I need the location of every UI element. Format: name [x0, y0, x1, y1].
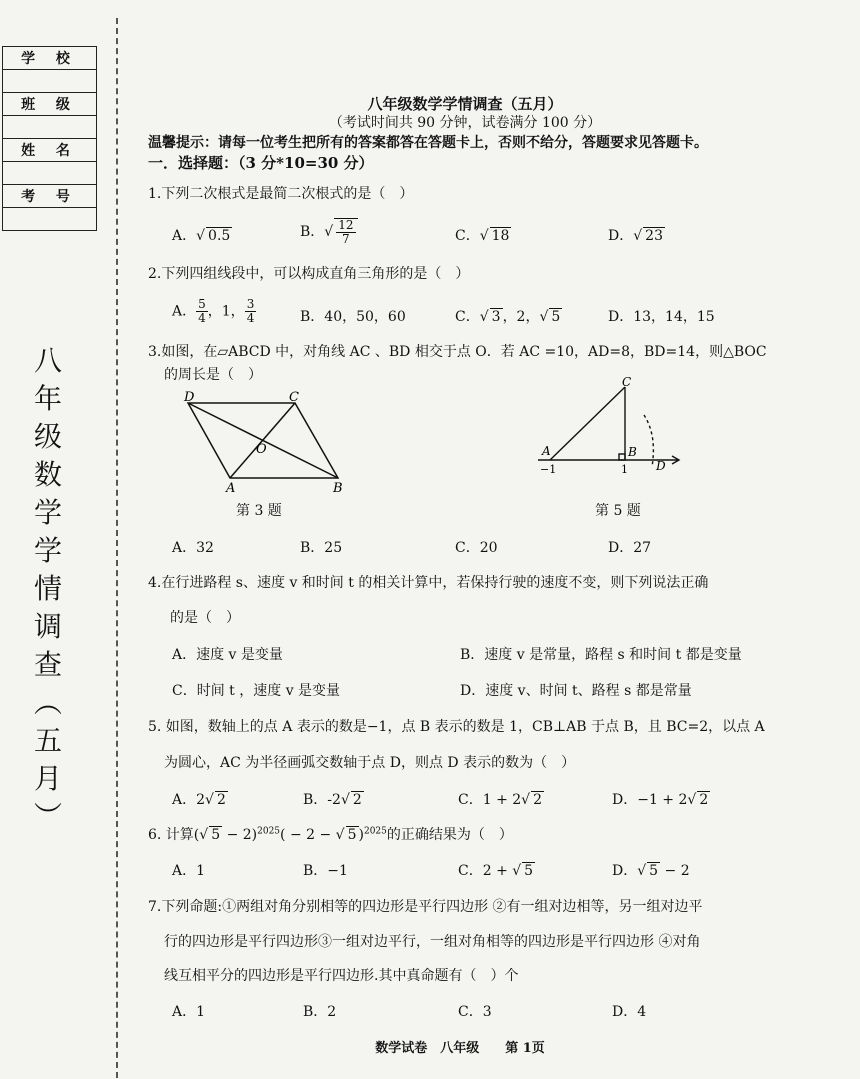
q1-option-b: B．√ $\frac{12}{7}$ — [300, 218, 358, 246]
page-footer: 数学试卷 八年级 第 1页 — [375, 1041, 545, 1056]
tick-minus-one: −1 — [540, 463, 557, 476]
vtitle-char: ︶ — [33, 800, 62, 833]
q7-stem-line1: 7.下列命题:①两组对角分别相等的四边形是平行四边形 ②有一组对边相等，另一组对边平 — [148, 899, 703, 915]
q5-stem-line2: 为圆心，AC 为半径画弧交数轴于点 D，则点 D 表示的数为（ ） — [164, 755, 576, 771]
exam-subtitle: （考试时间共 90 分钟，试卷满分 100 分） — [328, 115, 602, 131]
q6-option-d: D．√ 5 − 2 — [612, 863, 690, 879]
q1-option-a: A．√ 0.5 — [172, 228, 231, 244]
q7-option-b: B．2 — [303, 1004, 337, 1020]
q7-stem-line3: 线互相平分的四边形是平行四边形.其中真命题有（ ）个 — [164, 968, 519, 984]
label-o: O — [256, 442, 267, 457]
label-c: C — [289, 390, 299, 405]
q7-option-c: C．3 — [458, 1004, 492, 1020]
q5-option-c: C．1 + 2√ 2 — [458, 792, 543, 808]
q7-option-a: A．1 — [172, 1004, 206, 1020]
vtitle-char: 八 — [33, 344, 62, 377]
segment-ac — [550, 387, 625, 460]
q4-option-a: A．速度 v 是变量 — [172, 647, 283, 663]
q4-stem-line2: 的是（ ） — [170, 610, 240, 626]
label-a: A — [226, 481, 236, 493]
q3-option-d: D．27 — [608, 540, 652, 556]
field-name-blank — [3, 162, 97, 185]
q3-option-b: B．25 — [300, 540, 343, 556]
field-school-blank — [3, 70, 97, 93]
q6-option-c: C．2 + √ 5 — [458, 863, 534, 879]
vtitle-char: 月 — [33, 762, 62, 795]
q1-option-c: C．√ 18 — [455, 228, 510, 244]
q7-stem-line2: 行的四边形是平行四边形③一组对边平行，一组对角相等的四边形是平行四边形 ④对角 — [164, 934, 701, 950]
section-heading: 一．选择题：（3 分*10=30 分） — [148, 154, 374, 172]
vtitle-char: ︵ — [33, 686, 62, 719]
right-angle-mark — [619, 454, 625, 460]
q4-option-b: B．速度 v 是常量，路程 s 和时间 t 都是变量 — [460, 647, 742, 663]
vtitle-char: 级 — [33, 420, 62, 453]
figure-parallelogram — [170, 388, 370, 493]
label-d: D — [656, 459, 666, 473]
figure5-caption: 第 5 题 — [595, 503, 641, 519]
vtitle-char: 学 — [33, 534, 62, 567]
q7-option-d: D．4 — [612, 1004, 647, 1020]
vtitle-char: 数 — [33, 458, 62, 491]
field-exam-number-blank — [3, 208, 97, 231]
label-d: D — [184, 390, 195, 405]
q6-option-a: A．1 — [172, 863, 206, 879]
q3-stem-line1: 3.如图，在▱ABCD 中，对角线 AC 、BD 相交于点 O．若 AC =10，AD=8，BD=14，则△BOC — [148, 344, 767, 360]
figure3-caption: 第 3 题 — [236, 503, 282, 519]
label-b: B — [333, 481, 343, 493]
q5-option-a: A．2√ 2 — [172, 792, 226, 808]
vtitle-char: 情 — [33, 572, 62, 605]
q2-option-a: A． $\frac{5}{4}$ ，1， $\frac{3}{4}$ — [172, 297, 255, 325]
q5-option-b: B．-2√ 2 — [303, 792, 362, 808]
field-class-blank — [3, 116, 97, 139]
vtitle-char: 五 — [33, 724, 62, 757]
vtitle-char: 年 — [33, 382, 62, 415]
vertical-exam-title — [28, 342, 68, 836]
q4-option-d: D．速度 v、时间 t、路程 s 都是常量 — [460, 683, 692, 699]
q4-stem-line1: 4.在行进路程 s、速度 v 和时间 t 的相关计算中，若保持行驶的速度不变，则下列说法正确 — [148, 575, 709, 591]
q5-stem-line1: 5. 如图，数轴上的点 A 表示的数是−1，点 B 表示的数是 1，CB⊥AB 于点 B，且 BC=2，以点 A — [148, 719, 765, 735]
field-school: 学 校 — [3, 47, 97, 70]
q6-option-b: B．−1 — [303, 863, 348, 879]
q3-option-a: A．32 — [172, 540, 214, 556]
q1-stem: 1.下列二次根式是最简二次根式的是（ ） — [148, 186, 414, 202]
q2-option-d: D．13，14，15 — [608, 309, 715, 325]
student-info-table — [2, 46, 97, 231]
q6-stem: 6. 计算(√ 5 − 2)$^{2025}$( − 2 − √ 5 )$^{2025}$的正确结果为（ ） — [148, 826, 513, 843]
vtitle-char: 查 — [33, 648, 62, 681]
tick-one: 1 — [621, 463, 628, 476]
q3-stem-line2: 的周长是（ ） — [164, 367, 262, 383]
binding-dashed-line — [116, 18, 118, 1078]
tip-text: 温馨提示：请每一位考生把所有的答案都答在答题卡上，否则不给分，答题要求见答题卡。 — [148, 135, 708, 151]
arc-from-a — [644, 415, 653, 467]
exam-title: 八年级数学学情调查（五月） — [367, 95, 563, 113]
q5-option-d: D．−1 + 2√ 2 — [612, 792, 709, 808]
field-name: 姓 名 — [3, 139, 97, 162]
q2-option-c: C．√ 3 ，2，√ 5 — [455, 309, 561, 325]
label-b: B — [628, 445, 637, 459]
q2-stem: 2.下列四组线段中，可以构成直角三角形的是（ ） — [148, 266, 470, 282]
q2-option-b: B．40，50，60 — [300, 309, 406, 325]
q1-option-d: D．√ 23 — [608, 228, 663, 244]
label-a: A — [542, 444, 551, 458]
field-exam-number: 考 号 — [3, 185, 97, 208]
diagonal-ac — [230, 403, 295, 478]
q4-option-c: C．时间 t ，速度 v 是变量 — [172, 683, 341, 699]
label-c: C — [622, 375, 632, 389]
vtitle-char: 学 — [33, 496, 62, 529]
vtitle-char: 调 — [33, 610, 62, 643]
field-class: 班 级 — [3, 93, 97, 116]
q3-option-c: C．20 — [455, 540, 498, 556]
figure-number-line — [530, 375, 690, 480]
